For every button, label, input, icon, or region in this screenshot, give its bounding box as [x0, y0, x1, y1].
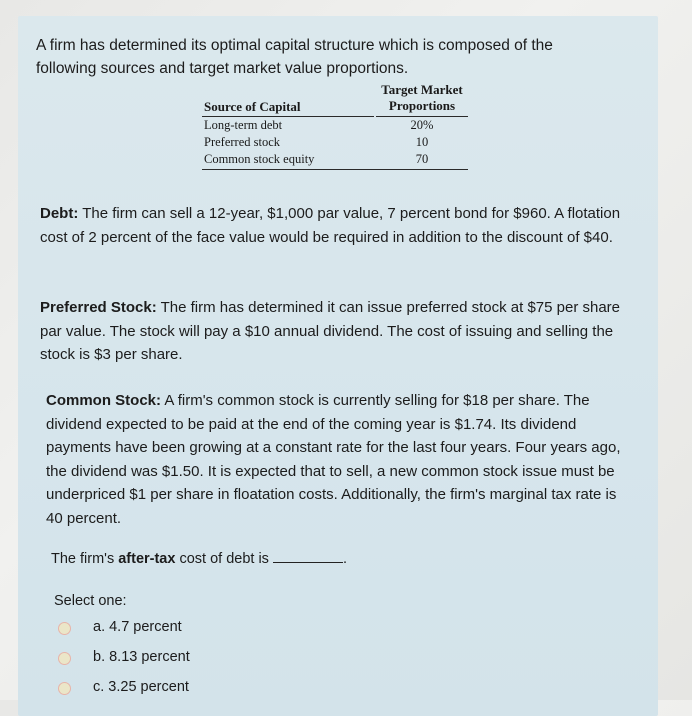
capital-structure-table: [202, 82, 468, 192]
table-row: [204, 118, 466, 135]
prompt-before: The firm's: [51, 551, 119, 567]
header-right-line1: Target Market: [381, 82, 463, 97]
row-source: Preferred stock: [204, 135, 281, 149]
prompt-after: cost of debt is: [175, 551, 269, 567]
table-header-proportions: [376, 82, 468, 114]
row-proportion: 70: [415, 152, 429, 166]
radio-button[interactable]: [58, 682, 71, 695]
table-rule: [376, 116, 468, 117]
row-proportion: 10: [415, 135, 429, 149]
option-b[interactable]: [58, 649, 358, 671]
debt-paragraph: [40, 202, 630, 249]
preferred-text: The firm has determined it can issue preferred stock at $75 per share par value. The stock will pay a $10 annual dividend. The cost of issuing and selling the stock is $3 per share.: [40, 299, 621, 363]
header-right-line2: Proportions: [388, 98, 456, 113]
common-label: Common Stock:: [46, 392, 162, 409]
table-rule: [202, 116, 374, 117]
answer-blank: [273, 548, 343, 563]
table-row: [204, 152, 466, 169]
debt-label: Debt:: [40, 205, 79, 222]
option-label: a. 4.7 percent: [93, 619, 182, 635]
radio-button[interactable]: [58, 652, 71, 665]
question-panel: [18, 16, 658, 716]
option-label: c. 3.25 percent: [93, 679, 189, 695]
prompt-bold: after-tax: [118, 551, 176, 567]
row-proportion: 20%: [410, 118, 434, 132]
select-one-label: Select one:: [54, 593, 127, 609]
option-a[interactable]: [58, 619, 358, 641]
question-prompt: [51, 548, 641, 572]
debt-text: The firm can sell a 12-year, $1,000 par value, 7 percent bond for $960. A flotation cost of 2 percent of the face value would be required in addition to the discount of $40.: [40, 205, 621, 246]
option-label: b. 8.13 percent: [93, 649, 190, 665]
question-intro: A firm has determined its optimal capital structure which is composed of the following sources and target market value proportions.: [36, 37, 553, 77]
row-source: Long-term debt: [204, 118, 283, 132]
preferred-label: Preferred Stock:: [40, 299, 157, 316]
preferred-paragraph: [40, 296, 630, 367]
option-c[interactable]: [58, 679, 358, 701]
common-text: A firm's common stock is currently selling for $18 per share. The dividend expected to be paid at the end of the coming year is $1.74. Its dividend payments have been growing at a constant rate for the last four years. Four years ago, the dividend was $1.50. It is expected that to sell, a new common stock issue must be underpriced $1 per share in floatation costs. Additionally, the firm's marginal tax rate is 40 percent.: [46, 392, 621, 527]
table-bottom-rule: [202, 169, 468, 170]
common-paragraph: [46, 389, 631, 530]
prompt-end: .: [342, 551, 347, 567]
table-header-source: Source of Capital: [204, 99, 301, 114]
table-row: [204, 135, 466, 152]
row-source: Common stock equity: [204, 152, 315, 166]
radio-button[interactable]: [58, 622, 71, 635]
